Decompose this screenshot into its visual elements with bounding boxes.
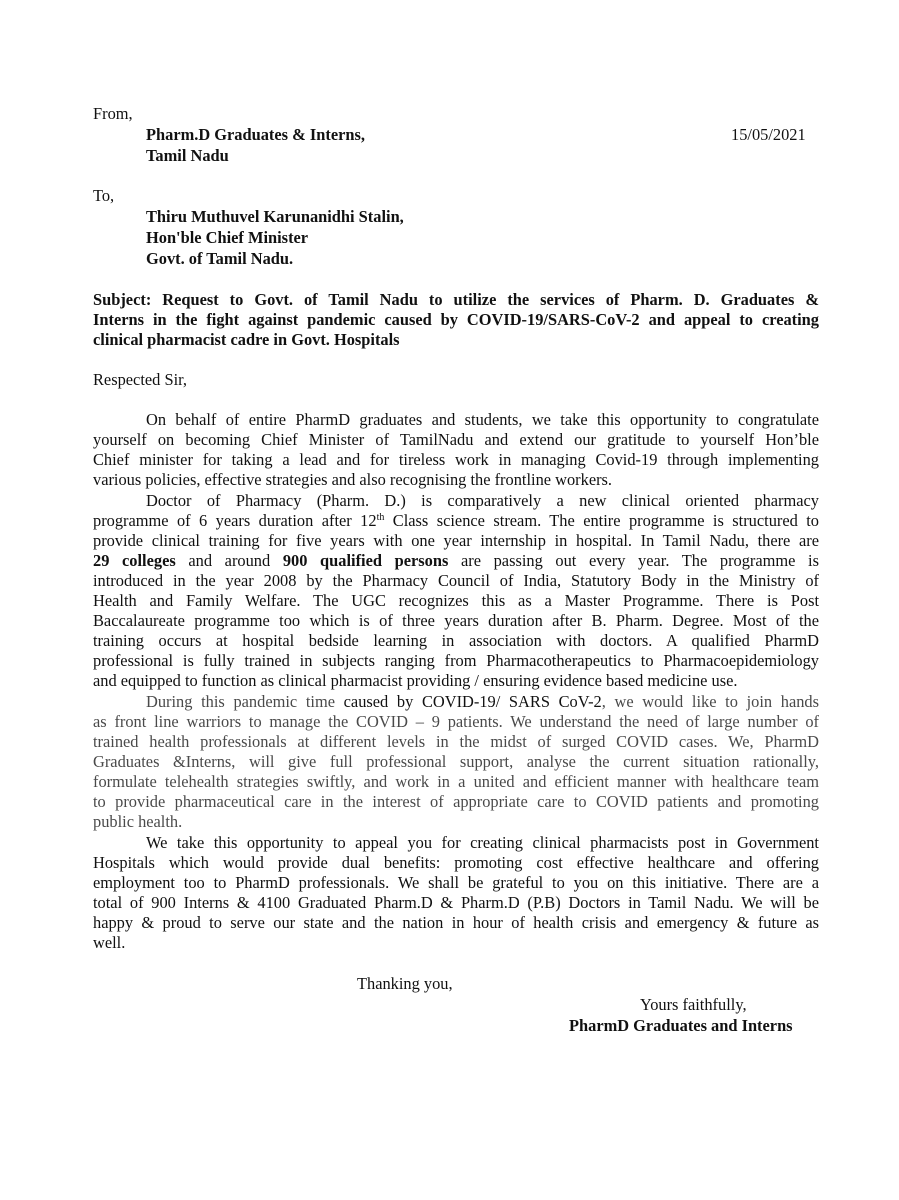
subject-line-3: clinical pharmacist cadre in Govt. Hospitals xyxy=(93,330,400,349)
recipient-office: Govt. of Tamil Nadu. xyxy=(146,249,294,268)
sender-name: Pharm.D Graduates & Interns, xyxy=(146,125,365,144)
to-label: To, xyxy=(93,186,115,205)
subject-line-2: Interns in the fight against pandemic caused by COVID-19/SARS-CoV-2 and appeal to creating xyxy=(93,310,819,329)
sender-location: Tamil Nadu xyxy=(146,146,229,165)
para2-line-10: and equipped to function as clinical pharmacist providing / ensuring evidence based medicine use. xyxy=(93,671,738,690)
letter-date: 15/05/2021 xyxy=(731,125,806,144)
qualified-persons-count: 900 qualified persons xyxy=(282,551,449,570)
para2-line-5: introduced in the year 2008 by the Pharmacy Council of India, Statutory Body in the Ministry of xyxy=(93,571,819,590)
para2-line-8: training occurs at hospital bedside learning in association with doctors. A qualified PharmD xyxy=(93,631,819,650)
para3-line-1a: During this pandemic time xyxy=(146,692,344,711)
para3-line-6: to provide pharmaceutical care in the interest of appropriate care to COVID patients and promoting xyxy=(93,792,819,811)
para3-line-1c: , we would like to join hands xyxy=(601,692,819,711)
para1-line-4: various policies, effective strategies and also recognising the frontline workers. xyxy=(93,470,613,489)
para2-line-1: Doctor of Pharmacy (Pharm. D.) is comparatively a new clinical oriented pharmacy xyxy=(146,491,819,510)
para4-line-4: total of 900 Interns & 4100 Graduated Pharm.D & Pharm.D (P.B) Doctors in Tamil Nadu. We will be xyxy=(93,893,819,912)
para4-line-3: employment too to PharmD professionals. We shall be grateful to you on this initiative. There are a xyxy=(93,873,819,892)
superscript-th: th xyxy=(376,512,385,523)
para4-line-2: Hospitals which would provide dual benefits: promoting cost effective healthcare and offering xyxy=(93,853,819,872)
recipient-title: Hon'ble Chief Minister xyxy=(146,228,309,247)
para4-line-6: well. xyxy=(93,933,126,952)
para2-line-4 xyxy=(93,551,819,572)
para2-line-4-mid: and around xyxy=(175,551,283,570)
para2-line-2b: Class science stream. The entire programme is structured to xyxy=(384,511,819,530)
para2-line-6: Health and Family Welfare. The UGC recognizes this as a Master Programme. There is Post xyxy=(93,591,819,610)
subject-line-1: Subject: Request to Govt. of Tamil Nadu to utilize the services of Pharm. D. Graduates & xyxy=(93,290,819,309)
recipient-name: Thiru Muthuvel Karunanidhi Stalin, xyxy=(146,207,404,226)
signature-name: PharmD Graduates and Interns xyxy=(569,1016,793,1035)
para2-line-3: provide clinical training for five years with one year internship in hospital. In Tamil Nadu, there are xyxy=(93,531,819,550)
para2-line-4-end: are passing out every year. The programme is xyxy=(448,551,819,570)
from-label: From, xyxy=(93,104,133,123)
yours-faithfully: Yours faithfully, xyxy=(640,995,747,1014)
para2-line-7: Baccalaureate programme too which is of three years duration after B. Pharm. Degree. Most of the xyxy=(93,611,819,630)
para1-line-2: yourself on becoming Chief Minister of TamilNadu and extend our gratitude to yourself Hon’ble xyxy=(93,430,819,449)
para2-line-2 xyxy=(93,511,819,532)
salutation: Respected Sir, xyxy=(93,370,188,389)
para3-line-1 xyxy=(146,692,819,713)
para3-line-1b: caused by COVID-19/ SARS CoV-2 xyxy=(343,692,602,711)
para3-line-4: Graduates &Interns, will give full professional support, analyse the current situation rationally, xyxy=(93,752,819,771)
para2-line-9: professional is fully trained in subjects ranging from Pharmacotherapeutics to Pharmacoepidemiology xyxy=(93,651,819,670)
para3-line-7: public health. xyxy=(93,812,183,831)
para1-line-3: Chief minister for taking a lead and for tireless work in managing Covid-19 through implementing xyxy=(93,450,819,469)
colleges-count: 29 colleges xyxy=(93,551,176,570)
thanking-you: Thanking you, xyxy=(357,974,453,993)
para1-line-1: On behalf of entire PharmD graduates and students, we take this opportunity to congratulate xyxy=(146,410,819,429)
para3-line-2: as front line warriors to manage the COVID – 9 patients. We understand the need of large number of xyxy=(93,712,819,731)
para2-line-2a: programme of 6 years duration after 12 xyxy=(93,511,377,530)
para3-line-5: formulate telehealth strategies swiftly, and work in a united and efficient manner with healthcare team xyxy=(93,772,819,791)
para4-line-1: We take this opportunity to appeal you for creating clinical pharmacists post in Government xyxy=(146,833,819,852)
para3-line-3: trained health professionals at different levels in the midst of surged COVID cases. We, PharmD xyxy=(93,732,819,751)
para4-line-5: happy & proud to serve our state and the nation in hour of health crisis and emergency & future as xyxy=(93,913,819,932)
